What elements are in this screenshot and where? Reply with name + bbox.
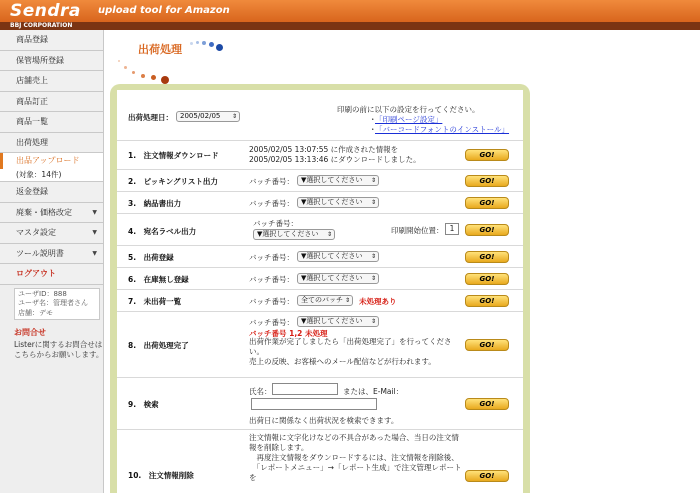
row-label: 10. 注文情報削除: [128, 471, 194, 480]
go-button[interactable]: GO!: [465, 175, 509, 187]
decor-dot: [118, 60, 120, 62]
user-name: ユーザ名：管理者さん: [18, 299, 88, 307]
go-button[interactable]: GO!: [465, 339, 509, 351]
email-input[interactable]: [251, 398, 377, 410]
contact-title: お問合せ: [14, 327, 46, 337]
sidebar-item-label: 返金登録: [16, 187, 48, 196]
batch-select[interactable]: [297, 175, 379, 186]
bullet: ・: [369, 115, 377, 124]
sidebar-item-tool-manual[interactable]: [0, 244, 103, 265]
chevron-down-icon: ▼: [92, 249, 97, 257]
user-info-box: [14, 288, 100, 320]
decor-dot: [209, 42, 214, 47]
sidebar-item-label: 出品アップロード: [16, 156, 80, 165]
print-notice: 印刷の前に以下の設定を行ってください。: [337, 105, 480, 114]
batch-select-value: ▼選択してください: [301, 176, 363, 184]
page-title: 出荷処理: [138, 43, 182, 56]
sidebar-item-store-sales[interactable]: [0, 71, 103, 92]
stepper-icon: ⇕: [326, 231, 332, 238]
batch-select[interactable]: [297, 251, 379, 262]
barcode-font-install-link[interactable]: 「バーコードフォントのインストール」: [375, 125, 510, 134]
batch-status: バッチ番号 1,2 未処理: [249, 329, 328, 338]
batch-select[interactable]: [297, 295, 353, 306]
email-label: または、E-Mail：: [343, 387, 404, 396]
decor-dot: [161, 76, 169, 84]
sidebar-item-listing-upload[interactable]: [0, 153, 103, 169]
row-label: 7. 未出荷一覧: [128, 297, 182, 306]
decor-dot: [190, 42, 193, 45]
row-invoice: [117, 192, 523, 214]
contact-line: Listerに関するお問合せは: [14, 339, 103, 349]
batch-label: バッチ番号：: [249, 177, 294, 186]
sidebar-item-storage-register[interactable]: [0, 51, 103, 72]
row-complete: [117, 312, 523, 378]
print-page-settings-link[interactable]: 「印刷ページ設定」: [375, 115, 443, 124]
sidebar-item-disposal-price[interactable]: [0, 203, 103, 224]
sidebar-item-master-settings[interactable]: [0, 223, 103, 244]
batch-label: バッチ番号：: [253, 219, 298, 228]
decor-dot: [216, 44, 223, 51]
batch-select-value: ▼選択してください: [301, 317, 363, 325]
row-picking-list: [117, 170, 523, 192]
decor-dot: [124, 66, 127, 69]
app-tagline: upload tool for Amazon: [98, 5, 230, 16]
sidebar-item-refund[interactable]: [0, 182, 103, 203]
batch-select-value: ▼選択してください: [301, 252, 363, 260]
description-line: 出荷作業が完了しましたら「出荷処理完了」を行ってくださ: [249, 337, 452, 346]
description-line: 売上の反映、お客様へのメール配信などが行われます。: [249, 357, 436, 366]
contact-text: [0, 340, 103, 360]
name-label: 氏名：: [249, 387, 272, 396]
app-header: [0, 0, 700, 30]
row-label: 6. 在庫無し登録: [128, 275, 189, 284]
download-info-line: 2005/02/05 13:07:55 に作成された情報を: [249, 145, 399, 154]
description-line: を: [249, 473, 257, 482]
name-input[interactable]: [272, 383, 338, 395]
description-line: 注文情報に文字化けなどの不具合があった場合、当日の注文情: [249, 433, 459, 442]
batch-select[interactable]: [297, 197, 379, 208]
app-logo[interactable]: Sendra: [10, 1, 81, 21]
row-label: 5. 出荷登録: [128, 253, 174, 262]
sidebar-item-product-edit[interactable]: [0, 92, 103, 113]
decor-dot: [196, 41, 199, 44]
row-label: 4. 宛名ラベル出力: [128, 227, 197, 236]
page-title-area: [110, 30, 310, 88]
stepper-icon: ⇕: [370, 253, 376, 260]
go-button[interactable]: GO!: [465, 273, 509, 285]
sidebar-item-label: 保管場所登録: [16, 55, 64, 65]
logout-link[interactable]: [0, 264, 103, 285]
row-label: 2. ピッキングリスト出力: [128, 177, 218, 186]
row-label: 9. 検索: [128, 400, 159, 409]
stepper-icon: ⇕: [370, 318, 376, 325]
row-search: [117, 378, 523, 430]
description-line: 「レポートメニュー」→「レポート生成」で注文管理レポート: [249, 463, 462, 472]
print-start-label: 印刷開始位置：: [391, 226, 444, 235]
batch-select[interactable]: [297, 316, 379, 327]
row-ship-register: [117, 246, 523, 268]
decor-dot: [202, 41, 206, 45]
search-note: 出荷日に関係なく出荷状況を検索できます。: [249, 416, 399, 425]
sidebar-item-label: 廃棄・価格改定: [16, 207, 72, 217]
stepper-icon: ⇕: [370, 177, 376, 184]
chevron-down-icon: ▼: [92, 229, 97, 236]
delete-description: [249, 433, 461, 483]
download-info: [249, 145, 421, 165]
row-label: 1. 注文情報ダウンロード: [128, 151, 219, 160]
batch-label: バッチ番号：: [249, 275, 294, 284]
go-button[interactable]: GO!: [465, 398, 509, 410]
batch-select[interactable]: [253, 229, 335, 240]
description-line: い。: [249, 347, 264, 356]
sidebar-item-label: 出荷処理: [16, 137, 48, 147]
decor-dot: [151, 75, 156, 80]
date-select[interactable]: [176, 111, 240, 122]
decor-dot: [141, 74, 145, 78]
row-delete-orders: [117, 430, 523, 493]
row-address-label: [117, 214, 523, 246]
sidebar-item-shipping[interactable]: [0, 133, 103, 154]
stepper-icon: ⇕: [344, 297, 350, 304]
batch-select[interactable]: [297, 273, 379, 284]
company-name: BBJ CORPORATION: [0, 22, 700, 30]
description-line: 再度注文情報をダウンロードするには、注文情報を削除後、: [249, 453, 459, 462]
unprocessed-status: 未処理あり: [359, 297, 397, 306]
decor-dot: [132, 71, 135, 74]
print-start-value: 1: [449, 224, 455, 233]
chevron-down-icon: ▼: [92, 208, 97, 216]
sidebar-item-product-register[interactable]: [0, 30, 103, 51]
bullet: ・: [369, 125, 377, 134]
row-download: [117, 141, 523, 170]
stepper-icon: ⇕: [370, 199, 376, 206]
date-row: [117, 90, 523, 141]
sidebar-item-label: ツール説明書: [16, 248, 64, 258]
sidebar-item-label: 商品訂正: [16, 96, 48, 106]
row-label: 8. 出荷処理完了: [128, 341, 189, 350]
complete-description: [249, 337, 452, 367]
batch-select-value: ▼選択してください: [257, 230, 319, 238]
go-button[interactable]: GO!: [465, 251, 509, 263]
header-bar: [0, 0, 700, 22]
go-button[interactable]: GO!: [465, 197, 509, 209]
print-start-input[interactable]: [445, 223, 459, 235]
sidebar-item-label: 商品一覧: [16, 117, 48, 126]
sidebar-item-label: 商品登録: [16, 35, 48, 44]
sidebar-item-label: 店舗売上: [16, 76, 48, 85]
batch-select-value: 全てのバッチ: [301, 296, 343, 304]
shipping-form: [117, 90, 523, 493]
go-button[interactable]: GO!: [465, 470, 509, 482]
go-button[interactable]: GO!: [465, 149, 509, 161]
batch-label: バッチ番号：: [249, 253, 294, 262]
sidebar-item-label: マスタ設定: [16, 228, 56, 237]
download-info-line: 2005/02/05 13:13:46 にダウンロードしました。: [249, 155, 421, 164]
listing-upload-count: (対象：14件): [0, 169, 103, 182]
go-button[interactable]: GO!: [465, 224, 509, 236]
batch-select-value: ▼選択してください: [301, 198, 363, 206]
batch-select-value: ▼選択してください: [301, 274, 363, 282]
contact-line[interactable]: こちらからお願いします。: [14, 349, 103, 359]
logout-label: ログアウト: [16, 269, 56, 278]
stepper-icon: ⇕: [370, 275, 376, 282]
sidebar: [0, 30, 104, 493]
batch-label: バッチ番号：: [249, 297, 294, 306]
row-out-of-stock: [117, 268, 523, 290]
user-id: ユーザID：888: [18, 289, 67, 298]
date-label: 出荷処理日：: [128, 113, 173, 122]
batch-label: バッチ番号：: [249, 318, 294, 327]
date-value: 2005/02/05: [180, 112, 221, 120]
stepper-icon: ⇕: [231, 113, 237, 120]
go-button[interactable]: GO!: [465, 295, 509, 307]
description-line: 報を削除します。: [249, 443, 309, 452]
row-unshipped-list: [117, 290, 523, 312]
sidebar-item-product-list[interactable]: [0, 112, 103, 133]
user-store: 店舗：デモ: [18, 308, 53, 317]
batch-label: バッチ番号：: [249, 199, 294, 208]
shipping-panel: [110, 84, 530, 493]
row-label: 3. 納品書出力: [128, 199, 182, 208]
